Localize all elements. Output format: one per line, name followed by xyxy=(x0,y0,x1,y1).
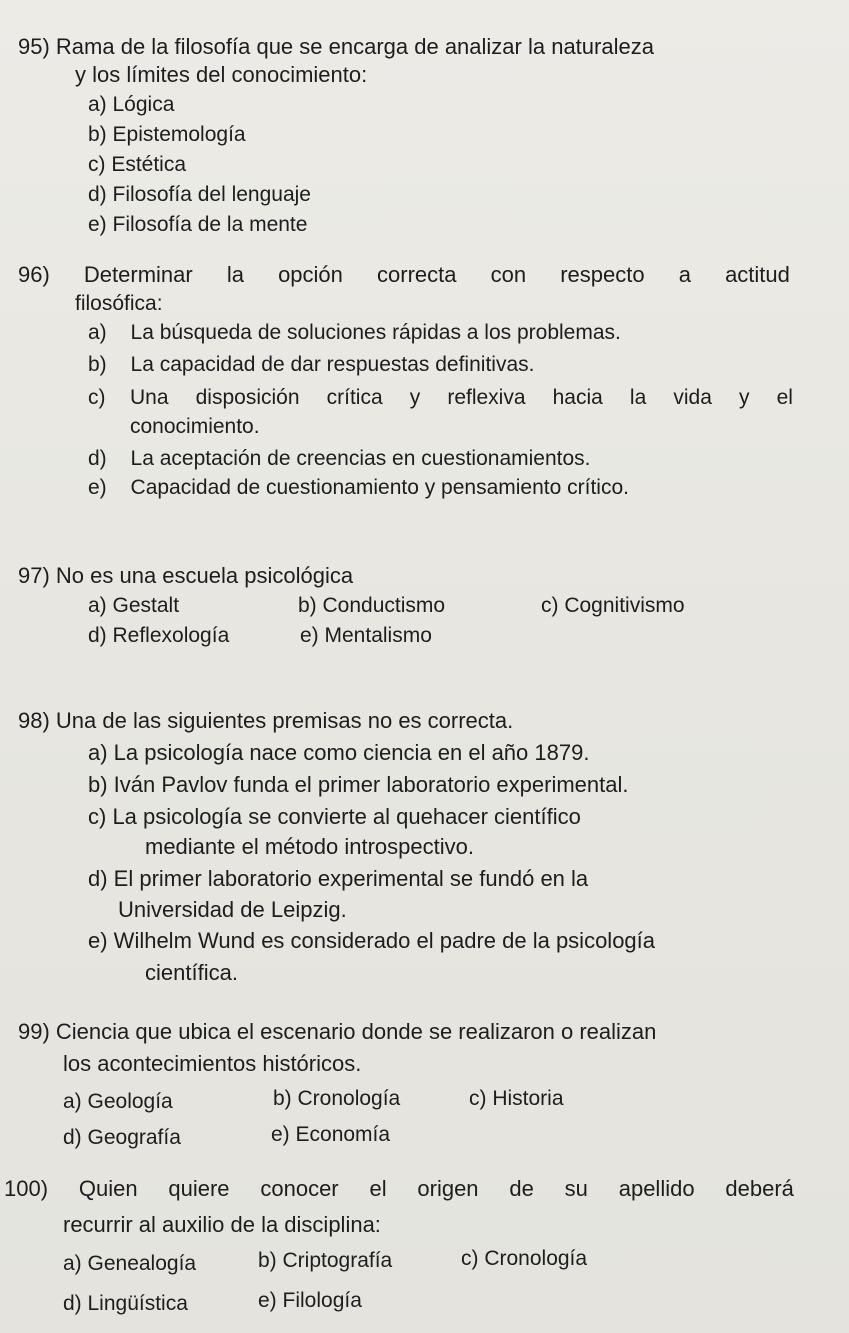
option-c: c) Estética xyxy=(88,153,187,176)
stem-word: Determinar xyxy=(83,262,193,287)
option-text: La aceptación de creencias en cuestionamientos. xyxy=(130,447,591,470)
question-stem-line: recurrir al auxilio de la disciplina: xyxy=(63,1212,381,1237)
option-letter: c) xyxy=(88,386,106,409)
option-e: e) Wilhelm Wund es considerado el padre de la psicología xyxy=(88,928,656,953)
option-word: y xyxy=(739,386,750,409)
stem-word: la xyxy=(226,262,244,287)
option-e: e) Mentalismo xyxy=(300,624,432,647)
option-word: y xyxy=(409,386,421,409)
stem-word: opción xyxy=(278,262,343,287)
question-stem-line: 98) Una de las siguientes premisas no es correcta. xyxy=(18,708,514,733)
option-a: a) Gestalt xyxy=(88,594,180,617)
question-stem-line: filosófica: xyxy=(75,292,163,315)
stem-word: respecto xyxy=(560,262,645,287)
option-letter: d) xyxy=(88,447,107,470)
stem-word: su xyxy=(564,1176,588,1201)
option-b: b) Conductismo xyxy=(298,594,446,617)
option-d xyxy=(88,446,591,472)
option-text: La capacidad de dar respuestas definitivas. xyxy=(130,353,535,376)
option-word: disposición xyxy=(195,386,300,409)
option-c: c) Cognitivismo xyxy=(541,594,685,617)
option-c: c) Cronología xyxy=(461,1247,588,1270)
question-stem-line: y los límites del conocimiento: xyxy=(75,62,368,87)
question-stem-line: 99) Ciencia que ubica el escenario donde se realizaron o realizan xyxy=(18,1019,657,1044)
option-word: el xyxy=(776,386,793,409)
option-word: crítica xyxy=(326,386,383,409)
option-e: e) Filosofía de la mente xyxy=(88,213,308,236)
option-text xyxy=(130,385,793,411)
stem-word: deberá xyxy=(725,1176,794,1201)
stem-word: a xyxy=(678,262,691,287)
option-a: a) Genealogía xyxy=(63,1252,197,1275)
option-d: d) Filosofía del lenguaje xyxy=(88,183,311,206)
question-number: 96) xyxy=(18,262,50,287)
option-b: b) Epistemología xyxy=(88,123,246,146)
option-text: Capacidad de cuestionamiento y pensamiento crítico. xyxy=(130,476,629,499)
option-d: d) El primer laboratorio experimental se fundó en la xyxy=(88,866,589,891)
option-b: b) Cronología xyxy=(273,1087,401,1110)
option-word: Una xyxy=(130,386,169,409)
option-c: c) Historia xyxy=(469,1087,564,1110)
option-continuation: mediante el método introspectivo. xyxy=(145,834,474,859)
option-continuation: Universidad de Leipzig. xyxy=(118,897,347,922)
option-letter: e) xyxy=(88,476,107,499)
stem-word: origen xyxy=(417,1176,479,1201)
option-e xyxy=(88,475,629,501)
stem-word: el xyxy=(369,1176,387,1201)
option-word: reflexiva xyxy=(447,386,526,409)
stem-word: apellido xyxy=(618,1176,695,1201)
option-letter: a) xyxy=(88,321,107,344)
option-letter: b) xyxy=(88,353,107,376)
question-stem-line: 95) Rama de la filosofía que se encarga de analizar la naturaleza xyxy=(18,34,654,59)
option-e: e) Economía xyxy=(271,1123,391,1146)
option-text: La búsqueda de soluciones rápidas a los problemas. xyxy=(130,321,621,344)
option-b xyxy=(88,352,534,378)
question-stem-line: los acontecimientos históricos. xyxy=(63,1051,362,1076)
option-c: c) La psicología se convierte al quehacer científico xyxy=(88,804,581,829)
stem-word: conocer xyxy=(260,1176,339,1201)
option-d: d) Geografía xyxy=(63,1126,181,1149)
stem-word: correcta xyxy=(377,262,457,287)
question-stem-line: 97) No es una escuela psicológica xyxy=(18,563,354,588)
question-number: 100) xyxy=(4,1176,49,1201)
option-continuation: científica. xyxy=(145,960,238,985)
stem-word: de xyxy=(509,1176,534,1201)
stem-word: con xyxy=(490,262,527,287)
option-a: a) La psicología nace como ciencia en el año 1879. xyxy=(88,740,590,765)
option-word: hacia xyxy=(552,386,603,409)
option-a: a) Geología xyxy=(63,1090,173,1113)
stem-word: quiere xyxy=(168,1176,230,1201)
option-b: b) Criptografía xyxy=(258,1249,393,1272)
option-word: vida xyxy=(673,386,712,409)
question-stem-line xyxy=(4,1176,794,1202)
option-d: d) Reflexología xyxy=(88,624,230,647)
option-d: d) Lingüística xyxy=(63,1292,188,1315)
option-a: a) Lógica xyxy=(88,93,175,116)
stem-word: Quien xyxy=(78,1176,138,1201)
option-b: b) Iván Pavlov funda el primer laboratorio experimental. xyxy=(88,772,629,797)
option-a xyxy=(88,320,621,346)
option-continuation: conocimiento. xyxy=(130,415,260,438)
option-e: e) Filología xyxy=(258,1289,362,1312)
question-stem-line xyxy=(18,262,790,288)
stem-word: actitud xyxy=(725,262,790,287)
option-word: la xyxy=(629,386,647,409)
